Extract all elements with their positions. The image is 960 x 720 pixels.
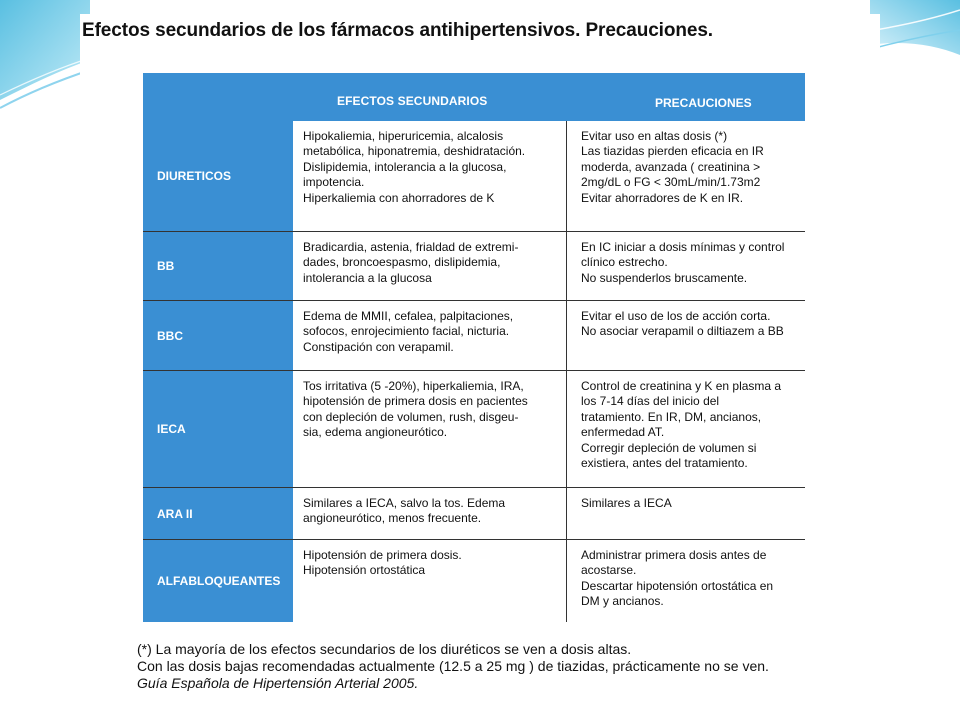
- table-row: [143, 371, 805, 488]
- table-row: [143, 540, 805, 622]
- drug-name: IECA: [143, 371, 293, 487]
- drug-name: DIURETICOS: [143, 121, 293, 231]
- drug-name: ALFABLOQUEANTES: [143, 540, 293, 622]
- footnote-line: Con las dosis bajas recomendadas actualmente (12.5 a 25 mg ) de tiazidas, prácticamente no se ven.: [137, 658, 769, 674]
- precautions-cell: Evitar el uso de los de acción corta. No asociar verapamil o diltiazem a BB: [581, 309, 784, 339]
- header-precautions: PRECAUCIONES: [655, 96, 752, 110]
- effects-cell: Tos irritativa (5 -20%), hiperkaliemia, IRA, hipotensión de primera dosis en pacientes con depleción de volumen, rush, disgeu- sia, edema angioneurótico.: [293, 371, 567, 487]
- precautions-cell: En IC iniciar a dosis mínimas y control clínico estrecho. No suspenderlos bruscamente.: [581, 240, 785, 285]
- side-effects-table: [143, 73, 805, 622]
- effects-cell: Hipotensión de primera dosis. Hipotensión ortostática: [293, 540, 567, 622]
- table-row: [143, 301, 805, 371]
- effects-cell: Hipokaliemia, hiperuricemia, alcalosis metabólica, hiponatremia, deshidratación. Dislipidemia, intolerancia a la glucosa, impotencia. Hiperkaliemia con ahorradores de K: [293, 121, 567, 231]
- effects-cell: Bradicardia, astenia, frialdad de extremi- dades, broncoespasmo, dislipidemia, intolerancia a la glucosa: [293, 232, 567, 300]
- precautions-cell: Control de creatinina y K en plasma a los 7-14 días del inicio del tratamiento. En IR, DM, ancianos, enfermedad AT. Corregir depleción de volumen si existiera, antes del tratamiento.: [581, 379, 782, 471]
- footnote-line: (*) La mayoría de los efectos secundarios de los diuréticos se ven a dosis altas.: [137, 641, 632, 657]
- precautions-cell: Administrar primera dosis antes de acostarse. Descartar hipotensión ortostática en DM y ancianos.: [581, 548, 774, 609]
- drug-name: BB: [143, 232, 293, 300]
- table-row: [143, 121, 805, 232]
- slide-title: Efectos secundarios de los fármacos antihipertensivos. Precauciones.: [82, 20, 713, 41]
- table-row: [143, 488, 805, 540]
- precautions-cell: Similares a IECA: [581, 496, 672, 510]
- precautions-cell: Evitar uso en altas dosis (*) Las tiazidas pierden eficacia en IR moderda, avanzada ( creatinina > 2mg/dL o FG < 30mL/min/1.73m2 Evitar ahorradores de K en IR.: [581, 129, 764, 205]
- drug-name: ARA II: [143, 488, 293, 539]
- effects-cell: Similares a IECA, salvo la tos. Edema angioneurótico, menos frecuente.: [293, 488, 567, 539]
- table-header: [143, 73, 805, 121]
- source-citation: Guía Española de Hipertensión Arterial 2005.: [137, 675, 419, 691]
- footnotes: [137, 641, 769, 692]
- header-effects: EFECTOS SECUNDARIOS: [337, 94, 488, 108]
- table-row: [143, 232, 805, 301]
- drug-name: BBC: [143, 301, 293, 370]
- effects-cell: Edema de MMII, cefalea, palpitaciones, sofocos, enrojecimiento facial, nicturia. Constipación con verapamil.: [293, 301, 567, 370]
